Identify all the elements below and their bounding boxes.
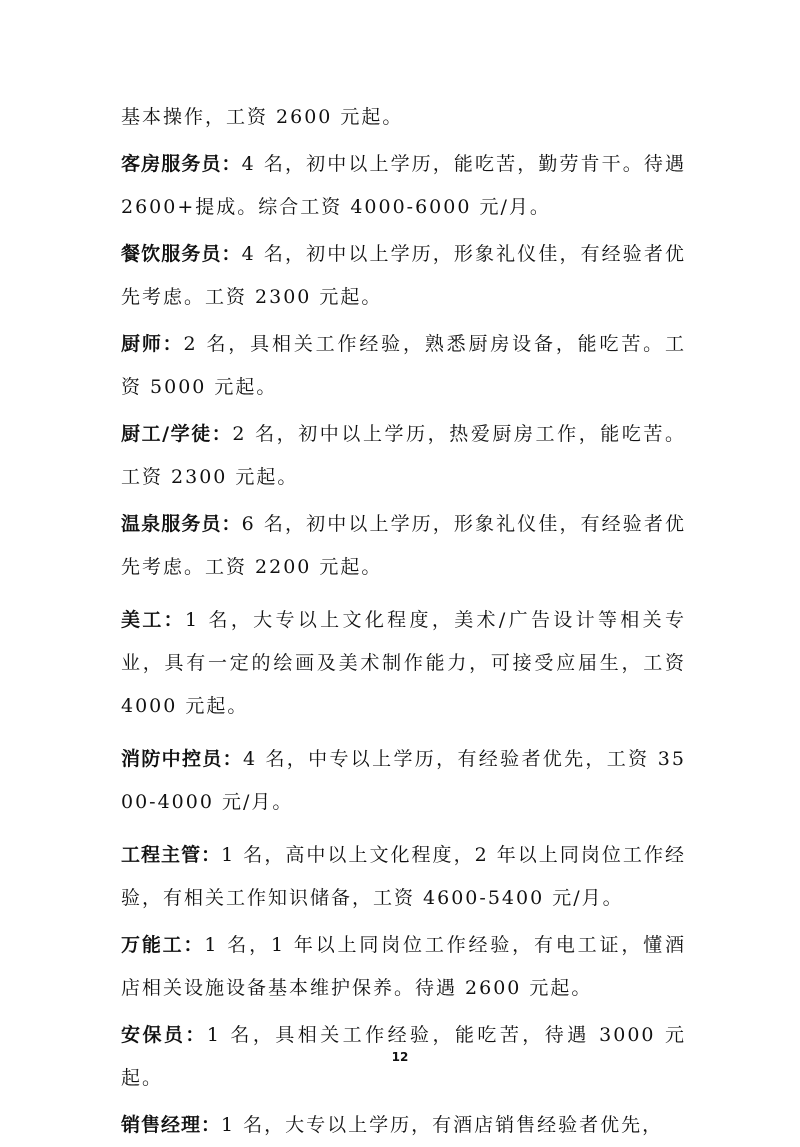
position-description: 6 名，初中以上学历，形象礼仪佳，有经验者优先考虑。工资 2200 元起。 xyxy=(121,513,686,578)
paragraph-room-attendant xyxy=(121,143,686,229)
position-description: 4 名，初中以上学历，能吃苦，勤劳肯干。待遇 2600+提成。综合工资 4000-6000 元/月。 xyxy=(121,153,686,218)
position-title: 厨师： xyxy=(121,333,184,355)
position-title: 工程主管： xyxy=(121,844,222,866)
position-title: 销售经理： xyxy=(121,1114,222,1136)
position-description: 2 名，初中以上学历，热爱厨房工作，能吃苦。工资 2300 元起。 xyxy=(121,423,686,488)
position-description: 1 名，1 年以上同岗位工作经验，有电工证，懂酒店相关设施设备基本维护保养。待遇 2600 元起。 xyxy=(121,934,686,999)
position-description: 4 名，初中以上学历，形象礼仪佳，有经验者优先考虑。工资 2300 元起。 xyxy=(121,243,686,308)
position-description: 1 名，大专以上学历，有酒店销售经验者优先， xyxy=(221,1114,664,1136)
position-description: 基本操作，工资 2600 元起。 xyxy=(121,106,404,128)
job-listing-body xyxy=(121,96,686,1147)
page-number: 12 xyxy=(391,1050,409,1064)
position-title: 安保员： xyxy=(121,1024,207,1046)
paragraph-kitchen-apprentice xyxy=(121,413,686,499)
paragraph-hot-spring-attendant xyxy=(121,503,686,589)
position-title: 美工： xyxy=(121,609,186,631)
paragraph-handyman xyxy=(121,924,686,1010)
position-description: 1 名，大专以上文化程度，美术/广告设计等相关专业，具有一定的绘画及美术制作能力，可接受应届生，工资 4000 元起。 xyxy=(121,609,686,717)
paragraph-restaurant-server xyxy=(121,233,686,319)
paragraph-fire-control-operator xyxy=(121,738,686,824)
position-title: 客房服务员： xyxy=(121,153,242,175)
paragraph-artist xyxy=(121,599,686,728)
position-title: 万能工： xyxy=(121,934,205,956)
position-description: 2 名，具相关工作经验，熟悉厨房设备，能吃苦。工资 5000 元起。 xyxy=(121,333,686,398)
position-title: 厨工/学徒： xyxy=(121,423,233,445)
paragraph-engineering-supervisor xyxy=(121,834,686,920)
position-title: 餐饮服务员： xyxy=(121,243,242,265)
position-description: 1 名，高中以上文化程度，2 年以上同岗位工作经验，有相关工作知识储备，工资 4600-5400 元/月。 xyxy=(121,844,686,909)
position-description: 1 名，具相关工作经验，能吃苦，待遇 3000 元起。 xyxy=(121,1024,686,1089)
paragraph-chef xyxy=(121,323,686,409)
position-title: 消防中控员： xyxy=(121,748,243,770)
position-title: 温泉服务员： xyxy=(121,513,242,535)
paragraph-continuation xyxy=(121,96,686,139)
paragraph-sales-manager xyxy=(121,1104,686,1147)
position-description: 4 名，中专以上学历，有经验者优先，工资 3500-4000 元/月。 xyxy=(121,748,686,813)
